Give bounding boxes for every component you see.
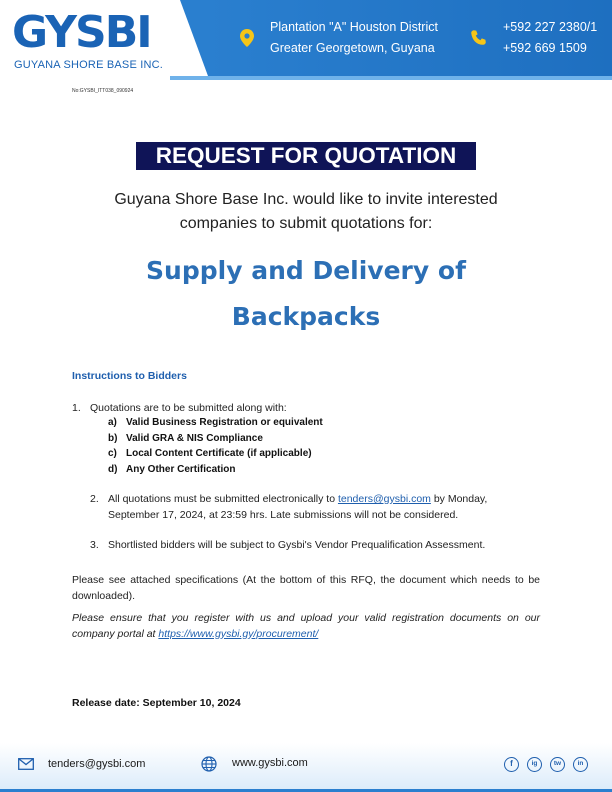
mail-icon — [18, 758, 34, 770]
instagram-icon[interactable]: ig — [527, 757, 542, 772]
item-text: Quotations are to be submitted along with: — [90, 402, 287, 414]
footer-website[interactable]: www.gysbi.com — [232, 757, 308, 769]
registration-text: Please ensure that you register with us and upload your valid registration documents on our company portal at — [72, 612, 540, 640]
page-footer — [0, 743, 612, 792]
item-number: 3. — [90, 539, 99, 551]
phone-line-2: +592 669 1509 — [503, 41, 587, 55]
requirement-b — [108, 431, 263, 447]
address-line-2: Greater Georgetown, Guyana — [270, 41, 435, 55]
item-text-line-2: September 17, 2024, at 23:59 hrs. Late submissions will not be considered. — [108, 509, 459, 521]
company-logo — [12, 7, 164, 74]
intro-text — [60, 188, 552, 236]
item-number: 1. — [72, 402, 81, 414]
twitter-icon[interactable]: tw — [550, 757, 565, 772]
intro-line-2: companies to submit quotations for: — [179, 215, 433, 232]
company-phones — [503, 17, 597, 59]
requirement-d — [108, 462, 235, 478]
subject-line-2: Backpacks — [231, 302, 381, 331]
subject-line-1: Supply and Delivery of — [146, 256, 466, 285]
item-text: Shortlisted bidders will be subject to Gysbi's Vendor Prequalification Assessment. — [108, 539, 486, 551]
address-line-1: Plantation "A" Houston District — [270, 20, 438, 34]
requirement-text: Any Other Certification — [126, 463, 236, 475]
letterhead — [0, 0, 612, 80]
logo-subtitle: GUYANA SHORE BASE INC. — [14, 59, 164, 71]
requirement-c — [108, 446, 312, 462]
linkedin-icon[interactable]: in — [573, 757, 588, 772]
phone-line-1: +592 227 2380/1 — [503, 20, 598, 34]
header-underline — [170, 76, 612, 80]
requirement-a — [108, 415, 323, 431]
procurement-portal-link[interactable]: https://www.gysbi.gy/procurement/ — [158, 627, 319, 640]
tenders-email-link[interactable]: tenders@gysbi.com — [337, 493, 431, 505]
location-pin-icon — [240, 29, 254, 47]
requirement-text: Valid Business Registration or equivalent — [126, 417, 323, 428]
footer-email[interactable]: tenders@gysbi.com — [48, 758, 146, 770]
requirement-letter: d) — [108, 463, 118, 475]
document-title: REQUEST FOR QUOTATION — [136, 142, 476, 170]
requirement-text: Local Content Certificate (if applicable) — [126, 448, 312, 460]
item-text — [108, 491, 487, 523]
company-address — [270, 17, 438, 59]
registration-note — [72, 611, 540, 642]
item-number: 2. — [90, 493, 99, 505]
facebook-icon[interactable]: f — [504, 757, 519, 772]
intro-line-1: Guyana Shore Base Inc. would like to invite interested — [114, 191, 498, 208]
document-number: No:GYSBI_ITT038_090924 — [72, 88, 134, 94]
instruction-item-3 — [90, 537, 550, 553]
phone-icon — [470, 29, 488, 47]
instruction-item-1 — [72, 400, 552, 416]
release-date: Release date: September 10, 2024 — [72, 697, 241, 709]
item-text-part: All quotations must be submitted electronically to — [108, 493, 338, 505]
requirement-letter: b) — [108, 432, 118, 444]
requirement-letter: a) — [108, 417, 117, 428]
item-text-part: by Monday, — [430, 493, 488, 505]
instruction-item-2 — [90, 491, 550, 523]
logo-text: GYSBI — [12, 7, 151, 58]
specifications-note: Please see attached specifications (At the bottom of this RFQ, the document which needs to be downloaded). — [72, 574, 540, 602]
globe-icon — [201, 756, 217, 772]
requirement-text: Valid GRA & NIS Compliance — [126, 432, 263, 444]
rfq-subject — [60, 248, 552, 340]
instructions-heading: Instructions to Bidders — [72, 370, 187, 382]
requirement-letter: c) — [108, 448, 117, 460]
